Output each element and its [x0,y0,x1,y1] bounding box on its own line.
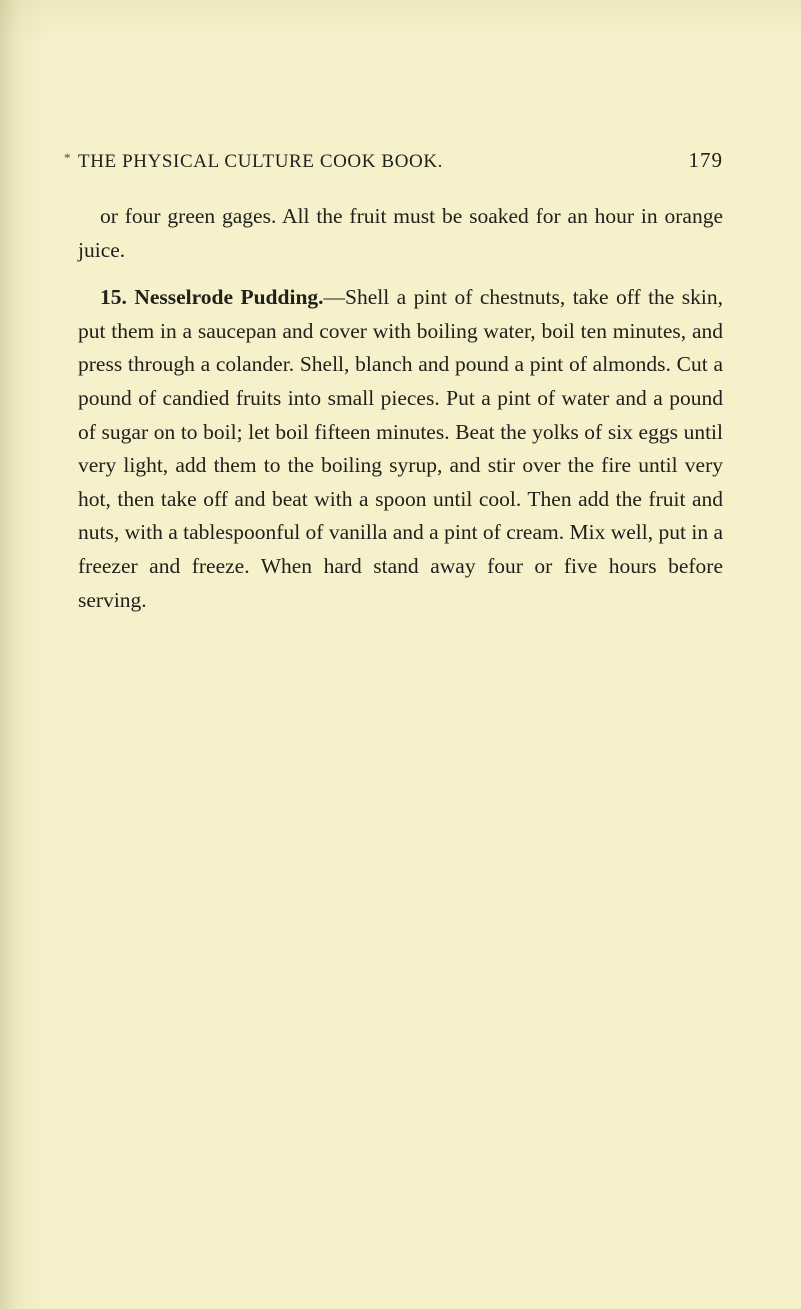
body-text [78,200,723,617]
recipe-dash: — [323,285,346,310]
recipe-paragraph [78,281,723,617]
paragraph-continued: or four green gages. All the fruit must be soaked for an hour in orange juice. [78,204,723,262]
recipe-body: Shell a pint of chestnuts, take off the skin, put them in a saucepan and cover with boiling water, boil ten minutes, and press through a colander. Shell, blanch and pound a pint of almonds. Cut a pound of candied fruits into small pieces. Put a pint of water and a pound of sugar on to boil; let boil fifteen minutes. Beat the yolks of six eggs until very light, add them to the boiling syrup, and stir over the fire until very hot, then take off and beat with a spoon until cool. Then add the fruit and nuts, with a tablespoonful of vanilla and a pint of cream. Mix well, put in a freezer and freeze. When hard stand away four or five hours before serving. [78,285,723,612]
running-head [64,148,723,173]
recipe-number: 15. [100,285,127,310]
margin-mark: * [64,150,71,165]
running-title: THE PHYSICAL CULTURE COOK BOOK. [78,151,444,172]
recipe-title: Nesselrode Pudding. [134,285,324,310]
page-number: 179 [688,148,723,172]
